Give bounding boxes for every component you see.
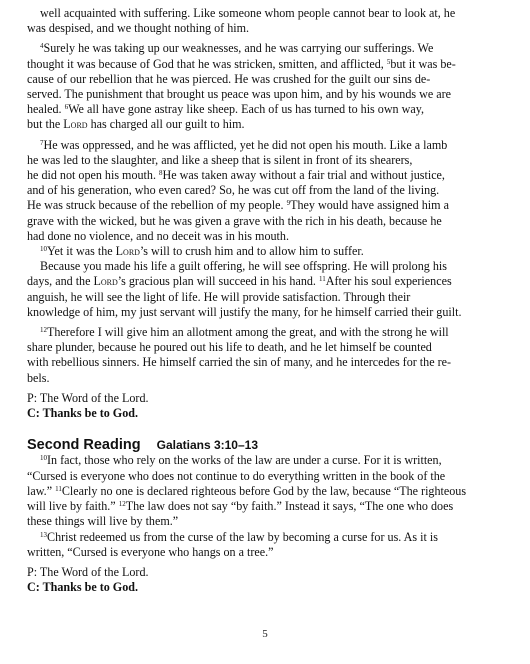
divine-name: Lord [115,244,140,259]
divine-name: Lord [63,117,88,132]
passage-isaiah-53-7-11 [27,138,501,320]
line-text: served. The punishment that brought us peace was upon him, and by his wounds we are [27,87,451,102]
text-line [27,453,501,468]
verse-number: 8 [159,169,163,178]
text-line [27,21,501,36]
line-text: ’s will to crush him and to allow him to suffer. [139,244,364,259]
presider-response: P: The Word of the Lord. [27,564,149,579]
congregation-response: C: Thanks be to God. [27,580,139,595]
passage-isaiah-53-3-end [27,6,501,36]
verse-number: 11 [318,275,326,284]
line-text: will live by faith.” [27,499,119,514]
line-text: “Cursed is everyone who does not continue to do everything written in the book of the [27,468,446,483]
line-text: anguish, he will see the light of life. He will provide satisfaction. Through their [27,289,411,304]
text-line [27,305,501,320]
line-text: grave with the wicked, but he was given a grave with the rich in his death, because he [27,213,442,228]
passage-isaiah-53-4-6 [27,41,501,132]
text-line [27,325,501,340]
passage-galatians-3-10-13 [27,453,501,559]
line-text: well acquainted with suffering. Like someone whom people cannot bear to look at, he [40,6,456,20]
line-text: share plunder, because he poured out his life to death, and he let himself be counted [27,340,432,355]
line-text: ’s gracious plan will succeed in his hand. [117,274,319,289]
text-line [27,274,501,289]
second-reading-reference: Galatians 3:10–13 [156,438,259,453]
verse-number: 7 [40,138,44,147]
text-line [27,371,501,386]
line-text: He was struck because of the rebellion of my people. [27,198,287,213]
text-line [27,290,501,305]
line-text: law.” [27,483,56,498]
line-text: Because you made his life a guilt offering, he will see offspring. He will prolong his [40,259,447,274]
text-line [27,153,501,168]
verse-number: 4 [40,42,44,51]
line-text: In fact, those who rely on the works of the law are under a curse. For it is written, [47,453,442,468]
text-line [27,484,501,499]
text-line [27,469,501,484]
verse-number: 11 [55,484,62,493]
line-text: written, “Cursed is everyone who hangs on a tree.” [27,544,274,559]
line-text: cause of our rebellion that he was pierced. He was crushed for the guilt our sins de- [27,71,431,86]
line-text: he was led to the slaughter, and like a sheep that is silent in front of its shearers, [27,152,413,167]
line-text: days, and the [27,274,94,289]
line-text: he did not open his mouth. [27,168,160,183]
verse-number: 6 [64,103,69,112]
text-line [27,229,501,244]
line-text: with rebellious sinners. He himself carried the sin of many, and he intercedes for the re- [27,355,452,370]
line-text: Yet it was the [47,244,116,259]
page-number: 5 [262,628,268,640]
line-text: bels. [27,370,50,385]
reading-page [27,6,501,595]
verse-number: 5 [386,57,391,66]
verse-number: 12 [40,326,47,335]
verse-number: 12 [118,500,126,509]
verse-number: 13 [40,530,47,539]
presider-response: P: The Word of the Lord. [27,390,149,405]
second-reading-title: Second Reading [27,437,141,454]
line-text: He was taken away without a fair trial and without justice, [162,168,445,183]
text-line [27,545,501,560]
text-line [27,198,501,213]
line-text: After his soul experiences [325,274,452,289]
text-line [27,117,501,132]
text-line [27,102,501,117]
line-text: knowledge of him, my just servant will justify the many, for he himself carried their guilt. [27,304,462,319]
line-text: Surely he was taking up our weaknesses, and he was carrying our sufferings. We [43,41,434,56]
line-text: had done no violence, and no deceit was in his mouth. [27,228,289,243]
text-line [27,514,501,529]
text-line [27,259,501,274]
text-line [27,57,501,72]
verse-number: 10 [40,454,47,463]
verse-number: 10 [40,245,47,254]
text-line [27,340,501,355]
text-line [27,87,501,102]
text-line [27,214,501,229]
line-text: The law does not say “by faith.” Instead it says, “The one who does [125,499,454,514]
line-text: and of his generation, who even cared? So, he was cut off from the land of the living. [27,183,440,198]
line-text: Christ redeemed us from the curse of the law by becoming a curse for us. As it is [47,529,438,544]
line-text: has charged all our guilt to him. [87,117,245,132]
line-text: Clearly no one is declared righteous before God by the law, because “The righteous [61,483,467,498]
line-text: these things will live by them.” [27,514,179,529]
text-line [27,530,501,545]
text-line [27,168,501,183]
text-line [27,183,501,198]
text-line [27,41,501,56]
line-text: but it was be- [390,56,456,71]
text-line [27,72,501,87]
response-block-second [27,565,501,595]
line-text: Therefore I will give him an allotment among the great, and with the strong he will [47,325,449,340]
line-text: thought it was because of God that he was stricken, smitten, and afflicted, [27,56,387,71]
second-reading-heading [27,438,501,453]
text-line [27,138,501,153]
line-text: We all have gone astray like sheep. Each of us has turned to his own way, [68,102,425,117]
text-line [27,244,501,259]
line-text: They would have assigned him a [290,198,449,213]
passage-isaiah-53-12 [27,325,501,386]
verse-number: 9 [286,199,291,208]
text-line [27,355,501,370]
line-text: He was oppressed, and he was afflicted, yet he did not open his mouth. Like a lamb [43,137,448,152]
text-line [27,499,501,514]
response-block-first [27,391,501,421]
line-text: healed. [27,102,65,117]
line-text: was despised, and we thought nothing of him. [27,21,250,36]
divine-name: Lord [93,274,118,289]
text-line [27,6,501,21]
congregation-response: C: Thanks be to God. [27,406,139,421]
line-text: but the [27,117,64,132]
